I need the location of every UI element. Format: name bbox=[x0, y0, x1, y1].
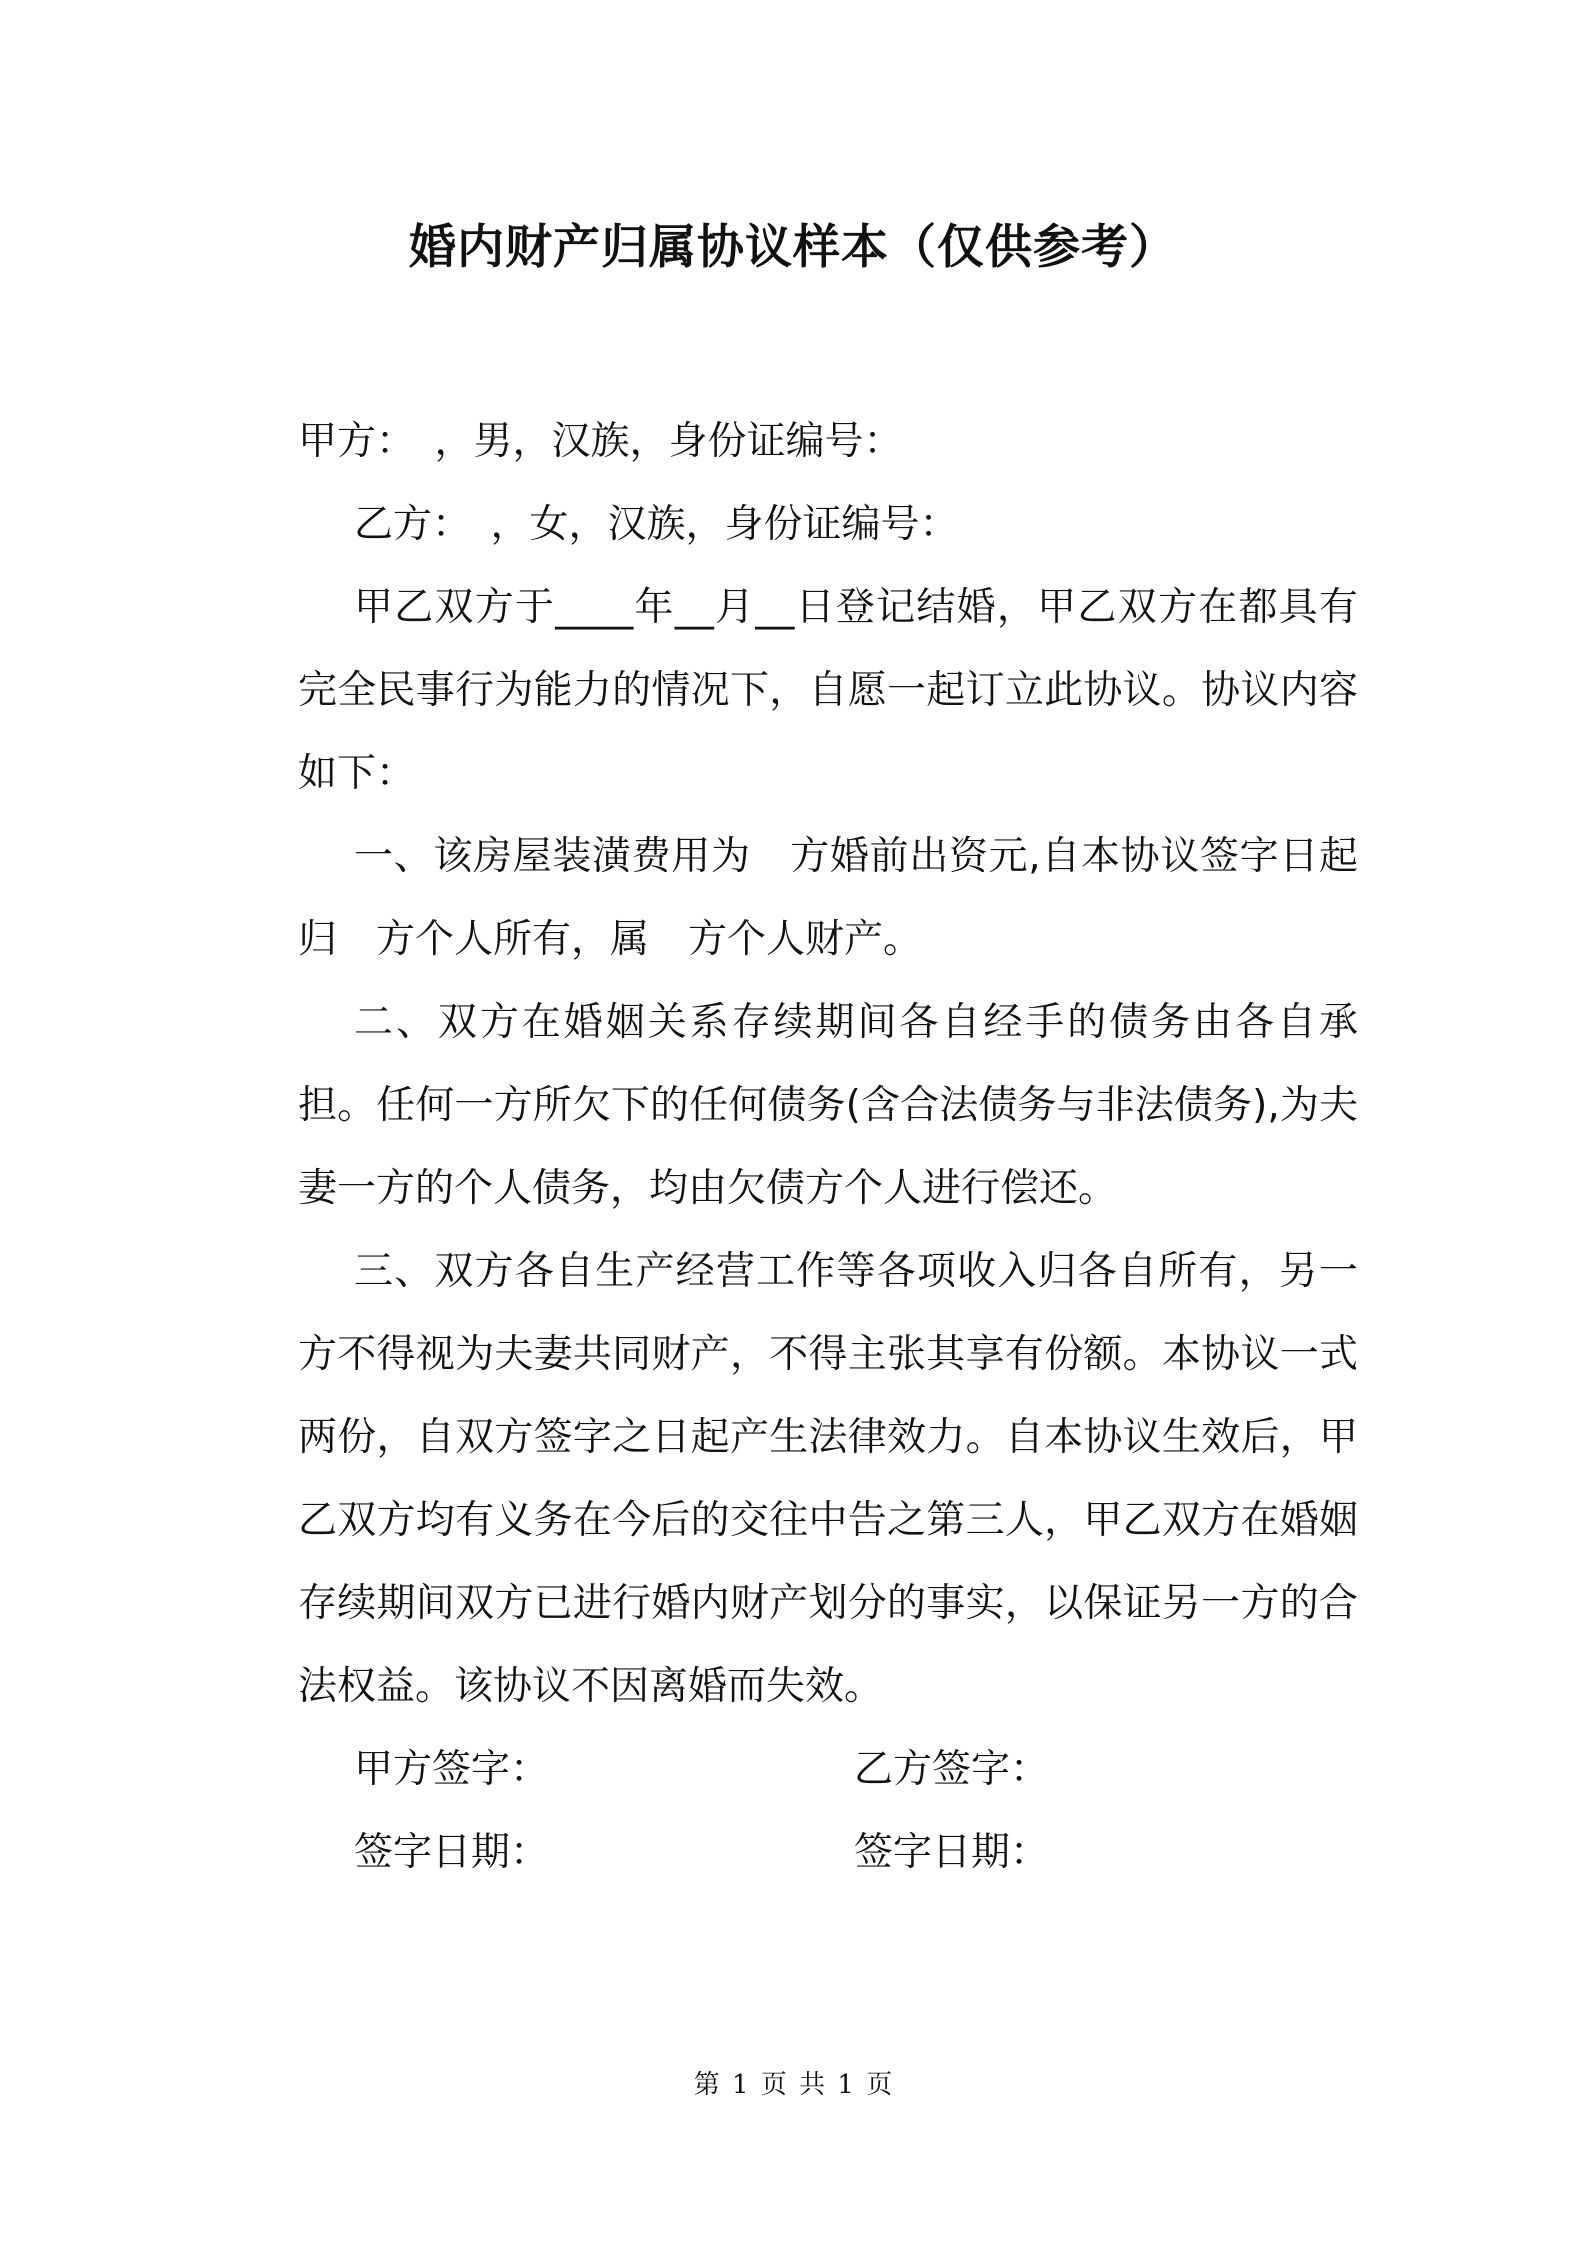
document-title: 婚内财产归属协议样本（仅供参考） bbox=[409, 220, 1177, 275]
document-body bbox=[298, 400, 1358, 1894]
signature-row bbox=[298, 1728, 1358, 1811]
clause-3: 三、双方各自生产经营工作等各项收入归各自所有，另一方不得视为夫妻共同财产，不得主张其享有份额。本协议一式两份，自双方签字之日起产生法律效力。自本协议生效后，甲乙双方均有义务在今后的交往中告之第三人，甲乙双方在婚姻存续期间双方已进行婚内财产划分的事实，以保证另一方的合法权益。该协议不因离婚而失效。 bbox=[298, 1249, 1358, 1709]
party-b-signature-label: 乙方签字： bbox=[854, 1747, 1050, 1792]
page-footer: 第 1 页 共 1 页 bbox=[693, 2070, 893, 2100]
clause-2: 二、双方在婚姻关系存续期间各自经手的债务由各自承担。任何一方所欠下的任何债务(含合法债务与非法债务),为夫妻一方的个人债务，均由欠债方个人进行偿还。 bbox=[298, 1000, 1358, 1211]
signature-date-row bbox=[298, 1811, 1358, 1894]
party-b-line: 乙方： ，女，汉族，身份证编号： bbox=[354, 502, 959, 547]
intro-paragraph: 甲乙双方于____年__月__日登记结婚，甲乙双方在都具有完全民事行为能力的情况下，自愿一起订立此协议。协议内容如下： bbox=[298, 585, 1358, 796]
party-a-line: 甲方： ，男，汉族，身份证编号： bbox=[298, 419, 903, 464]
clause-1: 一、该房屋装潢费用为 方婚前出资元,自本协议签字日起归 方个人所有，属 方个人财产。 bbox=[298, 834, 1358, 962]
party-b-date-label: 签字日期： bbox=[854, 1830, 1050, 1875]
party-a-date-label: 签字日期： bbox=[354, 1830, 550, 1875]
party-a-signature-label: 甲方签字： bbox=[354, 1747, 550, 1792]
